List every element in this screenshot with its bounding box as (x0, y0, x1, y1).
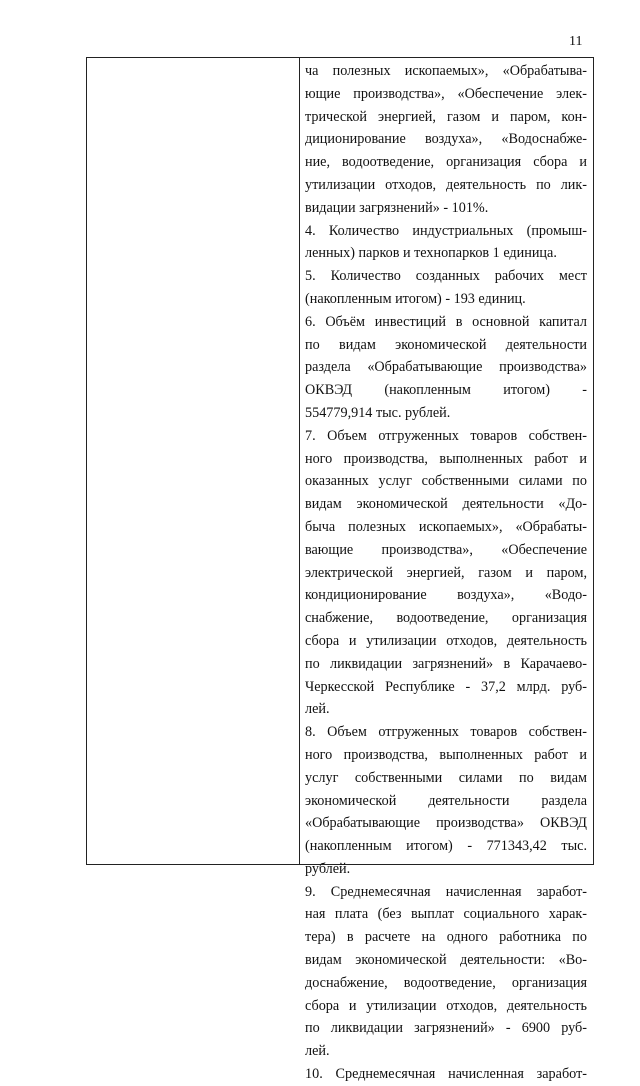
text-line: 554779,914 тыс. рублей. (305, 404, 451, 421)
text-line: тера) в расчете на одного работника по (305, 929, 587, 946)
text-line: по ликвидации загрязнений» - 6900 руб- (305, 1020, 587, 1037)
text-line: диционирование воздуха», «Водоснабже- (305, 131, 587, 148)
text-line: электрической энергией, газом и паром, (305, 564, 587, 581)
text-line: 5. Количество созданных рабочих мест (305, 268, 587, 285)
page-number: 11 (569, 34, 583, 49)
text-line: ние, водоотведение, организация сбора и (305, 154, 587, 171)
text-line: 8. Объем отгруженных товаров собствен- (305, 724, 587, 741)
text-line: лей. (305, 701, 330, 718)
text-line: экономической деятельности раздела (305, 792, 587, 809)
text-line: рублей. (305, 860, 351, 877)
text-line: ющие производства», «Обеспечение элек- (305, 85, 587, 102)
text-line: лей. (305, 1043, 330, 1060)
table-left-cell (87, 58, 300, 864)
text-line: видации загрязнений» - 101%. (305, 199, 489, 216)
text-line: утилизации отходов, деятельность по лик- (305, 176, 587, 193)
text-line: 7. Объем отгруженных товаров собствен- (305, 427, 587, 444)
text-line: 10. Среднемесячная начисленная заработ- (305, 1066, 587, 1083)
text-line: кондиционирование воздуха», «Водо- (305, 587, 587, 604)
text-line: по видам экономической деятельности (305, 336, 587, 353)
document-table (86, 57, 594, 1083)
text-line: 4. Количество индустриальных (промыш- (305, 222, 587, 239)
text-line: (накопленным итогом) - 193 единиц. (305, 290, 526, 307)
text-line: по ликвидации загрязнений» в Карачаево- (305, 655, 587, 672)
text-line: (накопленным итогом) - 771343,42 тыс. (305, 838, 587, 855)
text-line: «Обрабатывающие производства» ОКВЭД (305, 815, 587, 832)
text-line: ленных) парков и технопарков 1 единица. (305, 245, 557, 262)
table-right-cell (300, 58, 593, 1083)
text-line: 6. Объём инвестиций в основной капитал (305, 313, 587, 330)
text-line: быча полезных ископаемых», «Обрабаты- (305, 518, 587, 535)
text-line: ча полезных ископаемых», «Обрабатыва- (305, 63, 587, 79)
text-line: ного производства, выполненных работ и (305, 746, 587, 763)
text-line: видам экономической деятельности «До- (305, 496, 587, 513)
text-line: сбора и утилизации отходов, деятельность (305, 997, 587, 1014)
text-line: трической энергией, газом и паром, кон- (305, 108, 587, 125)
text-line: доснабжение, водоотведение, организация (305, 974, 587, 991)
text-line: снабжение, водоотведение, организация (305, 610, 587, 627)
text-line: оказанных услуг собственными силами по (305, 473, 587, 490)
text-line: ная плата (без выплат социального харак- (305, 906, 587, 923)
text-line: ного производства, выполненных работ и (305, 450, 587, 467)
text-line: ОКВЭД (накопленным итогом) - (305, 382, 587, 399)
text-line: услуг собственными силами по видам (305, 769, 587, 786)
text-line: 9. Среднемесячная начисленная заработ- (305, 883, 587, 900)
text-line: видам экономической деятельности: «Во- (305, 952, 587, 969)
text-line: вающие производства», «Обеспечение (305, 541, 587, 558)
text-line: Черкесской Республике - 37,2 млрд. руб- (305, 678, 587, 695)
text-line: сбора и утилизации отходов, деятельность (305, 632, 587, 649)
text-line: раздела «Обрабатывающие производства» (305, 359, 587, 376)
